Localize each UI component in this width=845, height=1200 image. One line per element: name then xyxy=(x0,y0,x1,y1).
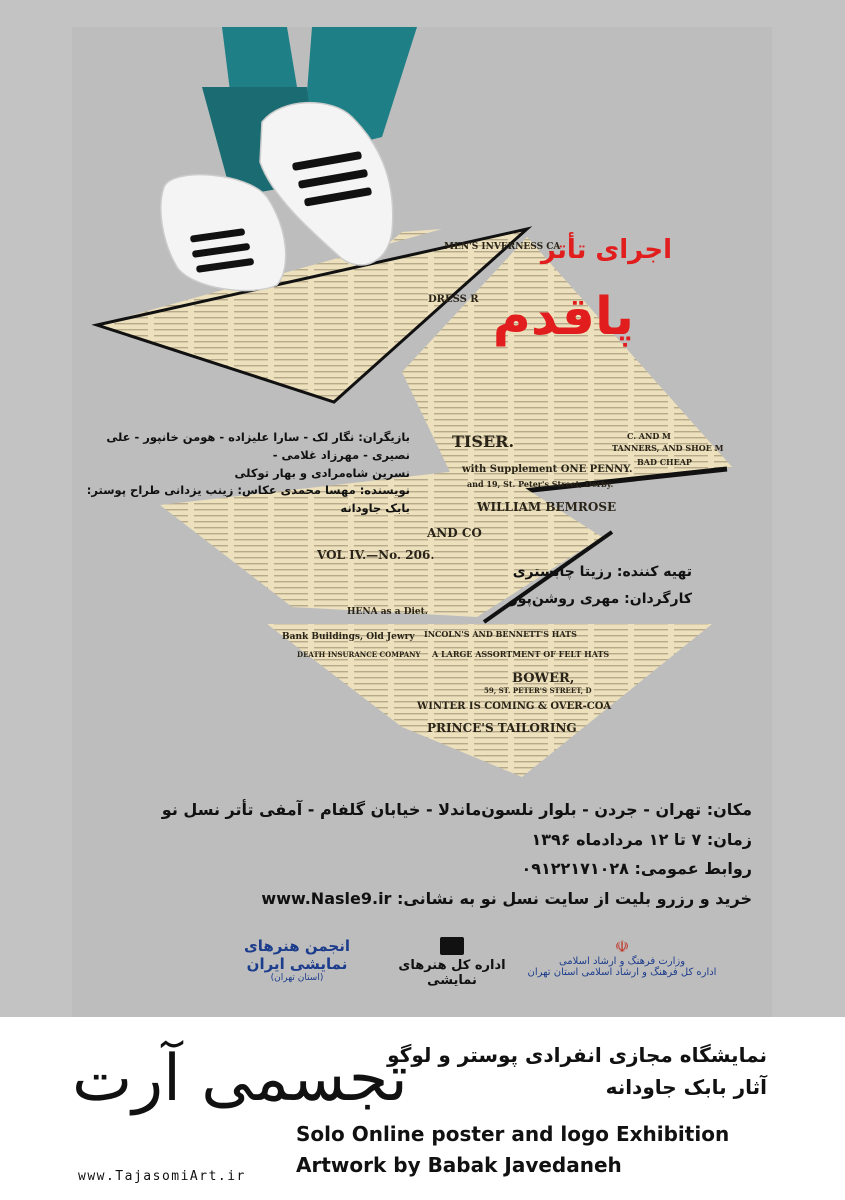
tickets-line: خرید و رزرو بلیت از سایت نسل نو به نشانی: www.Nasle9.ir xyxy=(261,888,752,908)
date-line: زمان: ۷ تا ۱۲ مردادماه ۱۳۹۶ xyxy=(531,829,752,849)
emblem-icon: ☫ xyxy=(614,937,630,956)
paper-text: HENA as a Diet. xyxy=(347,607,428,617)
ministry-culture-logo: ☫ وزارت فرهنگ و ارشاد اسلامی اداره کل فرهنگ و ارشاد اسلامی استان تهران xyxy=(522,937,722,978)
paper-text: DRESS R xyxy=(428,294,479,305)
paper-text: BOWER, xyxy=(512,671,575,686)
event-info xyxy=(112,795,752,913)
paper-text: TANNERS, AND SHOE M xyxy=(612,443,724,453)
exhibition-footer xyxy=(0,1017,845,1200)
cast-line: نسرین شاه‌مرادی و بهار توکلی xyxy=(234,465,410,480)
cast-credits xyxy=(80,429,410,518)
producer-line: تهیه کننده: رزیتا چابستری xyxy=(512,564,692,580)
paper-text: with Supplement ONE PENNY. xyxy=(462,464,633,475)
paper-text: and 19, St. Peter's Street, Derby. xyxy=(467,479,614,489)
exhibition-artist-line-en: Artwork by Babak Javedaneh xyxy=(296,1153,622,1177)
paper-text: INCOLN'S AND BENNETT'S HATS xyxy=(424,629,577,639)
exhibition-artist-line: آثار بابک جاودانه xyxy=(605,1075,767,1099)
poster xyxy=(72,27,772,1017)
paper-text: 59, ST. PETER'S STREET, D xyxy=(484,686,592,695)
tajasomi-art-logo: تجسمی آرت xyxy=(72,1042,408,1116)
exhibition-title-en xyxy=(296,1119,729,1181)
play-title: پاقدم xyxy=(492,287,634,347)
paper-text: A LARGE ASSORTMENT OF FELT HATS xyxy=(432,649,610,659)
paper-text: Bank Buildings, Old Jewry xyxy=(282,632,415,642)
paper-text: MEN'S INVERNESS CA xyxy=(444,242,561,252)
exhibition-title-line-en: Solo Online poster and logo Exhibition xyxy=(296,1122,730,1146)
performing-arts-association-logo: انجمن هنرهای نمایشی ایران (استان تهران) xyxy=(244,937,350,983)
production-credits xyxy=(510,559,692,612)
exhibition-title-fa xyxy=(387,1039,767,1103)
website-link[interactable]: www.TajasomiArt.ir xyxy=(78,1169,246,1184)
crew-line: نویسنده: مهسا محمدی عکاس: زینب یزدانی طراح پوستر: بابک جاودانه xyxy=(86,483,410,516)
cast-line: بازیگران: نگار لک - سارا علیزاده - هومن خانپور - علی نصیری - مهرزاد غلامی - xyxy=(106,430,410,462)
paper-text: AND CO xyxy=(427,526,482,540)
exhibition-title-line: نمایشگاه مجازی انفرادی پوستر و لوگو xyxy=(387,1043,767,1067)
paper-text: BAD CHEAP xyxy=(637,457,692,467)
paper-text: C. AND M xyxy=(627,431,671,441)
paper-text: TISER. xyxy=(452,432,515,451)
paper-text: WINTER IS COMING & OVER-COA xyxy=(417,701,612,712)
play-label: اجرای تأتر xyxy=(540,235,672,265)
paper-text: VOL IV.—No. 206. xyxy=(317,548,435,562)
director-line: کارگردان: مهری روشن‌پور xyxy=(509,590,692,607)
phone-line: روابط عمومی: ۰۹۱۲۲۱۷۱۰۲۸ xyxy=(521,859,752,879)
book-icon xyxy=(440,937,464,955)
location-line: مکان: تهران - جردن - بلوار نلسون‌ماندلا - خیابان گلفام - آمفی تأتر نسل نو xyxy=(161,800,752,819)
paper-text: WILLIAM BEMROSE xyxy=(477,500,617,514)
paper-text: PRINCE'S TAILORING xyxy=(427,721,577,735)
paper-text: DEATH INSURANCE COMPANY xyxy=(297,650,421,659)
performing-arts-office-logo: اداره کل هنرهای نمایشی xyxy=(382,937,522,988)
